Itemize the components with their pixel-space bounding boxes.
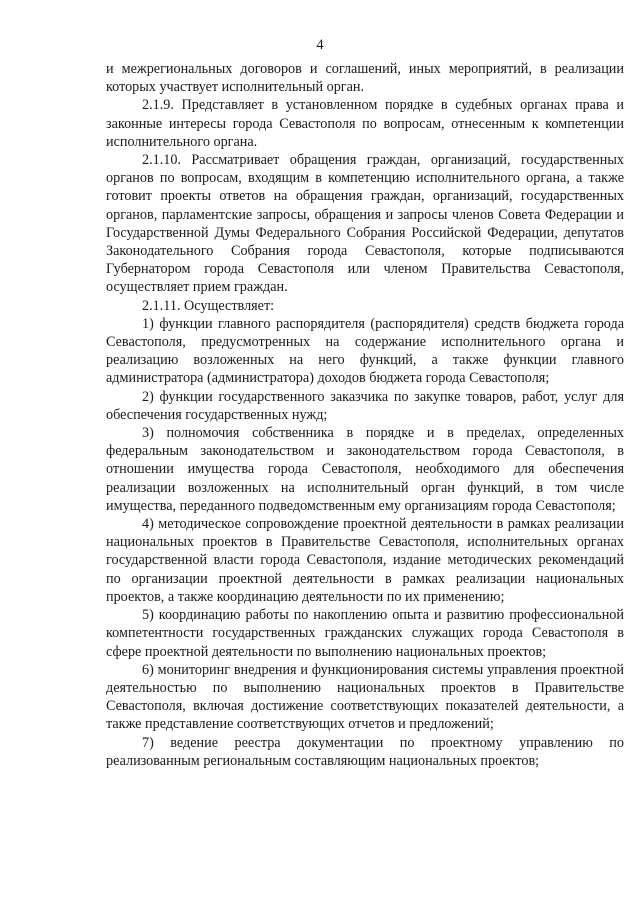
- page-number: 4: [316, 37, 324, 53]
- paragraph: 2.1.10. Рассматривает обращения граждан, организаций, государственных органов по вопросам, входящим в компетенцию исполнительного органа, а также готовит проекты ответов на обращения граждан, организаций, государственных органов, парламентские запросы, обращения и запросы членов Совета Федерации и Государственной Думы Федерального Собрания Российской Федерации, депутатов Законодательного Собрания города Севастополя, которые подписываются Губернатором города Севастополя или членом Правительства Севастополя, осуществляет прием граждан.: [106, 152, 624, 296]
- paragraph: и межрегиональных договоров и соглашений, иных мероприятий, в реализации которых участвует исполнительный орган.: [106, 61, 624, 96]
- paragraph: 1) функции главного распорядителя (распорядителя) средств бюджета города Севастополя, предусмотренных на содержание исполнительного органа и реализацию возложенных на него функций, а также функции главного администратора (администратора) доходов бюджета города Севастополя;: [106, 315, 624, 387]
- paragraph: 2) функции государственного заказчика по закупке товаров, работ, услуг для обеспечения государственных нужд;: [106, 388, 624, 423]
- paragraph: 2.1.9. Представляет в установленном порядке в судебных органах права и законные интересы города Севастополя по вопросам, отнесенным к компетенции исполнительного органа.: [106, 97, 624, 150]
- paragraph: 3) полномочия собственника в порядке и в пределах, определенных федеральным законодательством и законодательством города Севастополя, в отношении имущества города Севастополя, необходимого для обеспечения реализации возложенных на исполнительный орган функций, в том числе имущества, переданного подведомственным ему организациям города Севастополя;: [106, 425, 624, 514]
- paragraph: 7) ведение реестра документации по проектному управлению по реализованным региональным составляющим национальных проектов;: [106, 734, 624, 769]
- paragraph: 2.1.11. Осуществляет:: [142, 297, 275, 314]
- paragraph: 5) координацию работы по накоплению опыта и развитию профессиональной компетентности государственных гражданских служащих города Севастополя в сфере проектной деятельности по выполнению национальных проектов;: [106, 607, 624, 660]
- paragraph: 6) мониторинг внедрения и функционирования системы управления проектной деятельностью по выполнению национальных проектов в Правительстве Севастополя, включая достижение соответствующих показателей деятельности, а также представление соответствующих отчетов и предложений;: [106, 661, 624, 733]
- document-body: [106, 60, 624, 770]
- paragraph: 4) методическое сопровождение проектной деятельности в рамках реализации национальных проектов в Правительстве Севастополя, исполнительных органах государственной власти города Севастополя, издание методических рекомендаций по организации проектной деятельности в рамках реализации национальных проектов, а также координацию деятельности по их применению;: [106, 516, 624, 605]
